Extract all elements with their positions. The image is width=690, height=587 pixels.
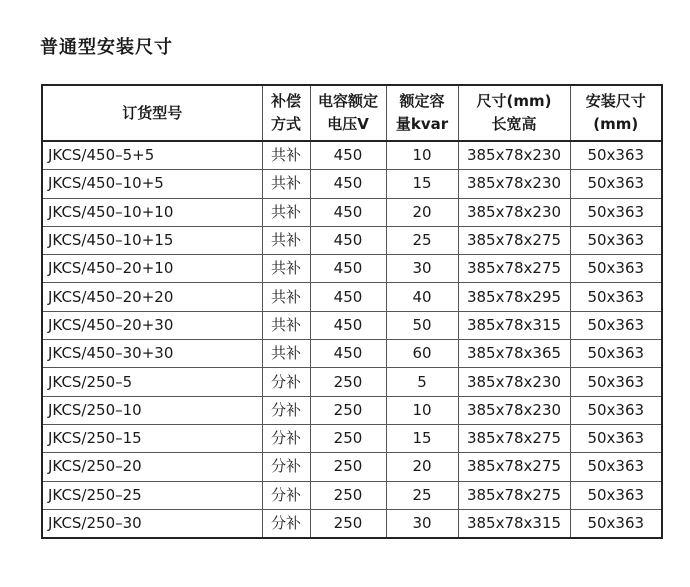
header-capacity-line: 量kvar	[395, 115, 449, 133]
cell-mounting: 50x363	[570, 255, 662, 283]
cell-compensation: 分补	[262, 453, 310, 481]
cell-model: JKCS/250–10	[42, 396, 262, 424]
cell-mounting: 50x363	[570, 283, 662, 311]
cell-mounting: 50x363	[570, 170, 662, 198]
table-row	[42, 226, 662, 254]
cell-voltage: 450	[310, 283, 386, 311]
cell-compensation: 共补	[262, 198, 310, 226]
header-dimensions	[458, 85, 570, 141]
cell-model: JKCS/450–5+5	[42, 141, 262, 170]
cell-model: JKCS/450–30+30	[42, 340, 262, 368]
header-voltage	[310, 85, 386, 141]
cell-model: JKCS/450–10+5	[42, 170, 262, 198]
header-model	[42, 85, 262, 141]
cell-model: JKCS/250–20	[42, 453, 262, 481]
cell-capacity: 5	[386, 368, 458, 396]
table-row	[42, 311, 662, 339]
cell-dimensions: 385x78x230	[458, 396, 570, 424]
cell-voltage: 450	[310, 311, 386, 339]
table-row	[42, 396, 662, 424]
cell-model: JKCS/250–25	[42, 481, 262, 509]
cell-compensation: 共补	[262, 311, 310, 339]
cell-model: JKCS/250–15	[42, 424, 262, 452]
header-compensation	[262, 85, 310, 141]
header-mounting-line: (mm)	[593, 115, 639, 133]
header-compensation-line: 补偿	[270, 92, 301, 110]
table-row	[42, 509, 662, 538]
table-row	[42, 424, 662, 452]
cell-capacity: 25	[386, 481, 458, 509]
cell-compensation: 分补	[262, 424, 310, 452]
cell-dimensions: 385x78x275	[458, 453, 570, 481]
cell-capacity: 10	[386, 141, 458, 170]
table-row	[42, 141, 662, 170]
cell-voltage: 250	[310, 396, 386, 424]
cell-mounting: 50x363	[570, 481, 662, 509]
table-row	[42, 368, 662, 396]
header-row	[42, 85, 662, 141]
table-body	[42, 141, 662, 538]
cell-capacity: 60	[386, 340, 458, 368]
cell-mounting: 50x363	[570, 396, 662, 424]
header-model-line: 订货型号	[122, 103, 183, 122]
cell-mounting: 50x363	[570, 141, 662, 170]
table-header	[42, 85, 662, 141]
cell-voltage: 450	[310, 340, 386, 368]
cell-model: JKCS/450–20+30	[42, 311, 262, 339]
header-voltage-line: 电容额定	[317, 92, 378, 110]
cell-capacity: 30	[386, 255, 458, 283]
cell-mounting: 50x363	[570, 311, 662, 339]
cell-voltage: 450	[310, 141, 386, 170]
header-mounting	[570, 85, 662, 141]
header-mounting-line: 安装尺寸	[585, 92, 646, 110]
table-row	[42, 198, 662, 226]
header-compensation-line: 方式	[270, 115, 301, 133]
table-row	[42, 453, 662, 481]
cell-compensation: 共补	[262, 170, 310, 198]
cell-dimensions: 385x78x230	[458, 198, 570, 226]
cell-dimensions: 385x78x230	[458, 141, 570, 170]
cell-model: JKCS/450–20+10	[42, 255, 262, 283]
cell-capacity: 15	[386, 170, 458, 198]
cell-voltage: 450	[310, 198, 386, 226]
cell-mounting: 50x363	[570, 198, 662, 226]
table-row	[42, 170, 662, 198]
header-voltage-line: 电压V	[327, 115, 369, 133]
cell-capacity: 20	[386, 198, 458, 226]
cell-dimensions: 385x78x275	[458, 481, 570, 509]
table-row	[42, 481, 662, 509]
cell-capacity: 30	[386, 509, 458, 538]
cell-capacity: 15	[386, 424, 458, 452]
cell-compensation: 共补	[262, 141, 310, 170]
cell-model: JKCS/450–20+20	[42, 283, 262, 311]
header-dimensions-line: 长宽高	[491, 115, 537, 133]
cell-compensation: 共补	[262, 283, 310, 311]
header-capacity	[386, 85, 458, 141]
cell-dimensions: 385x78x230	[458, 368, 570, 396]
table-row	[42, 340, 662, 368]
header-dimensions-line: 尺寸(mm)	[476, 92, 552, 110]
cell-compensation: 分补	[262, 481, 310, 509]
cell-voltage: 450	[310, 255, 386, 283]
cell-compensation: 分补	[262, 396, 310, 424]
cell-capacity: 10	[386, 396, 458, 424]
cell-dimensions: 385x78x365	[458, 340, 570, 368]
cell-mounting: 50x363	[570, 509, 662, 538]
cell-mounting: 50x363	[570, 226, 662, 254]
cell-mounting: 50x363	[570, 453, 662, 481]
cell-model: JKCS/450–10+10	[42, 198, 262, 226]
cell-model: JKCS/450–10+15	[42, 226, 262, 254]
table-row	[42, 255, 662, 283]
cell-voltage: 450	[310, 170, 386, 198]
cell-dimensions: 385x78x295	[458, 283, 570, 311]
cell-dimensions: 385x78x275	[458, 255, 570, 283]
table-row	[42, 283, 662, 311]
header-capacity-line: 额定容	[399, 92, 445, 110]
cell-compensation: 分补	[262, 368, 310, 396]
cell-voltage: 250	[310, 453, 386, 481]
page-title: 普通型安装尺寸	[40, 37, 173, 58]
cell-capacity: 20	[386, 453, 458, 481]
cell-compensation: 分补	[262, 509, 310, 538]
cell-voltage: 250	[310, 509, 386, 538]
cell-dimensions: 385x78x275	[458, 226, 570, 254]
cell-capacity: 40	[386, 283, 458, 311]
cell-voltage: 450	[310, 226, 386, 254]
cell-dimensions: 385x78x315	[458, 509, 570, 538]
cell-mounting: 50x363	[570, 368, 662, 396]
cell-compensation: 共补	[262, 340, 310, 368]
cell-compensation: 共补	[262, 255, 310, 283]
cell-capacity: 25	[386, 226, 458, 254]
cell-dimensions: 385x78x315	[458, 311, 570, 339]
cell-mounting: 50x363	[570, 424, 662, 452]
cell-mounting: 50x363	[570, 340, 662, 368]
cell-model: JKCS/250–30	[42, 509, 262, 538]
cell-model: JKCS/250–5	[42, 368, 262, 396]
cell-dimensions: 385x78x275	[458, 424, 570, 452]
cell-voltage: 250	[310, 481, 386, 509]
cell-voltage: 250	[310, 424, 386, 452]
cell-voltage: 250	[310, 368, 386, 396]
cell-dimensions: 385x78x230	[458, 170, 570, 198]
cell-capacity: 50	[386, 311, 458, 339]
spec-table	[41, 84, 663, 539]
cell-compensation: 共补	[262, 226, 310, 254]
